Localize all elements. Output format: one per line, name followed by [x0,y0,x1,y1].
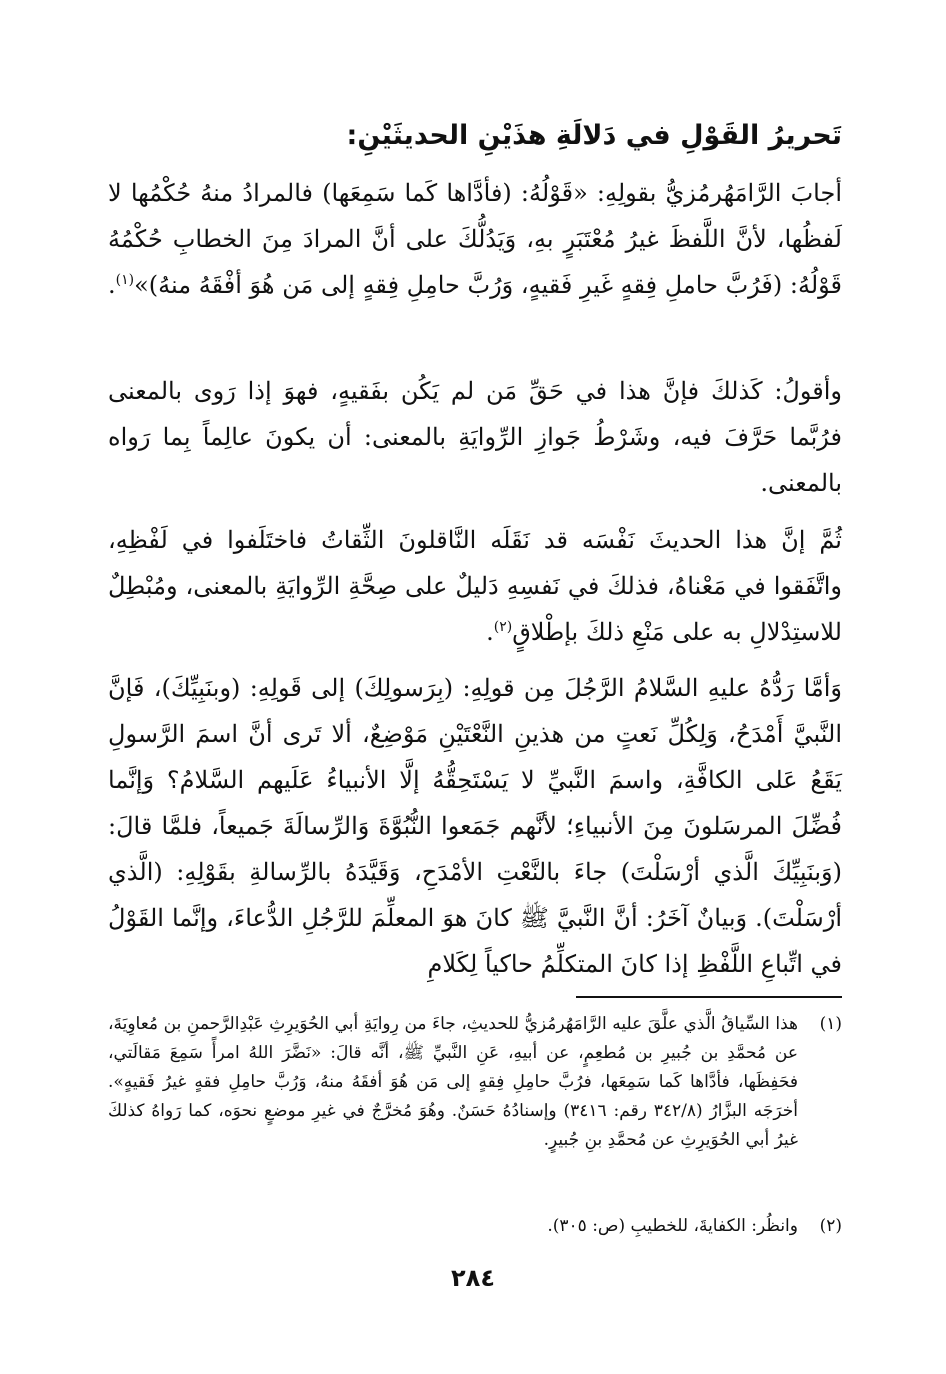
paragraph-1-end: . [107,271,116,299]
paragraph-3-end: . [486,618,494,646]
footnote-1-number: (١) [819,1014,842,1034]
paragraph-4-text: وَأمَّا رَدُّهُ عليهِ السَّلامُ الرَّجُلَ مِن قولِهِ: (بِرَسولِكَ) إلى قَولِهِ: (وبنَبِيِّكَ)، فَإنَّ النَّبيَّ أَمْدَحُ، وَلِكُلِّ نَعتٍ من هذينِ النَّعْتَيْنِ مَوْضِعٌ، ألا تَرى أنَّ اسمَ الرَّسولِ يَقَعُ عَلى الكافَّةِ، واسمَ النَّبيِّ لا يَسْتَحِقُّهُ إلَّا الأنبياءُ عَلَيهم السَّلامُ؟ وَإنَّما فُضِّلَ المرسَلونَ مِنَ الأنبياءِ؛ لأنَّهم جَمَعوا النُّبُوَّةَ وَالرِّسالَةَ جَميعاً، فلمَّا قالَ: (وَبنَبِيِّكَ الَّذي أرْسَلْتَ) جاءَ بالنَّعْتِ الأمْدَحِ، وَقَيَّدَهُ بالرِّسالةِ بقَوْلِهِ: (الَّذي أرْسَلْتَ). وَبيانٌ آخَرُ: أنَّ النَّبيَّ ﷺ كانَ هوَ المعلِّمَ للرَّجُلِ الدُّعاءَ، وإنَّما القَوْلُ في اتِّباعِ اللَّفْظِ إذا كانَ المتكلِّمُ حاكياً لِكَلامِ [108,674,842,978]
paragraph-3 [108,517,842,655]
footnote-1 [108,1010,842,1155]
paragraph-1-text: أجابَ الرَّامَهُرمُزيُّ بقولِهِ: «قَوْلُهُ: (فأدَّاها كَما سَمِعَها) فالمرادُ منهُ حُكْمُها لا لَفظُها، لأنَّ اللَّفظَ غيرُ مُعْتَبَرٍ بهِ، وَيَدُلُّكَ على أنَّ المرادَ مِنَ الخطابِ حُكْمُهُ قَوْلُهُ: (فَرُبَّ حاملِ فِقهٍ غَيرِ فَقيهٍ، وَرُبَّ حامِلِ فِقهٍ إلى مَن هُوَ أفْقَهُ منهُ)» [108,179,842,299]
footnote-ref-2: (٢) [493,619,513,635]
footnote-divider [576,996,842,998]
paragraph-2-text: وأقولُ: كَذلكَ فإنَّ هذا في حَقِّ مَن لم يَكُن بفَقيهٍ، فهوَ إذا رَوى بالمعنى فرُبَّما حَرَّفَ فيه، وشَرْطُ جَوازِ الرِّوايَةِ بالمعنى: أن يكونَ عالِماً بِما رَواه بالمعنى. [108,377,843,497]
footnote-2-number: (٢) [819,1216,842,1236]
paragraph-1 [108,170,842,308]
footnote-2-text: وانظُر: الكفايةَ، للخطيبِ (ص: ٣٠٥). [547,1216,798,1236]
section-heading: تَحريرُ القَوْلِ في دَلالَةِ هذَيْنِ الحديثَيْنِ: [346,120,842,151]
footnote-2 [108,1212,842,1241]
paragraph-3-text: ثُمَّ إنَّ هذا الحديثَ نَفْسَه قد نَقَلَه النَّاقلونَ الثِّقاتُ فاختَلَفوا في لَفْظِهِ، واتَّفَقوا في مَعْناهُ، فذلكَ في نَفسِهِ دَليلٌ على صِحَّةِ الرِّوايَةِ بالمعنى، ومُبْطِلٌ للاستِدْلالِ به على مَنْعِ ذلكَ بإطْلاقٍ [108,526,842,646]
paragraph-2 [108,368,842,506]
footnote-ref-1: (١) [115,272,135,288]
footnote-1-text: هذا السِّياقُ الَّذي علَّقَ عليه الرَّامَهُرمُزيُّ للحديثِ، جاءَ من رِوايَةِ أبي الحُوَيرِثِ عَبْدِالرَّحمنِ بن مُعاوِيَةَ، عن مُحمَّدِ بن جُبيرِ بن مُطعِمٍ، عن أبيهِ، عَنِ النَّبيِّ ﷺ، أنَّه قالَ: «نَضَّرَ اللهُ امرأً سَمِعَ مَقالَتي، فحَفِظَها، فأدَّاها كَما سَمِعَها، فرُبَّ حامِلِ فِقهٍ إلى مَن هُوَ أفقَهُ منهُ، وَرُبَّ حامِلِ فقهٍ غيرُ فَقيهٍ». أخرَجَه البزَّارُ (٣٤٢/٨ رقم: ٣٤١٦) وإسنادُهُ حَسَنٌ. وهُوَ مُخرَّجٌ في غيرِ موضعٍ نحوَه، كما رَواهُ كذلكَ غيرُ أبي الحُوَيرِثِ عن مُحمَّدِ بنِ جُبيرٍ. [108,1014,798,1150]
page-number: ٢٨٤ [451,1264,495,1292]
paragraph-4 [108,665,842,987]
